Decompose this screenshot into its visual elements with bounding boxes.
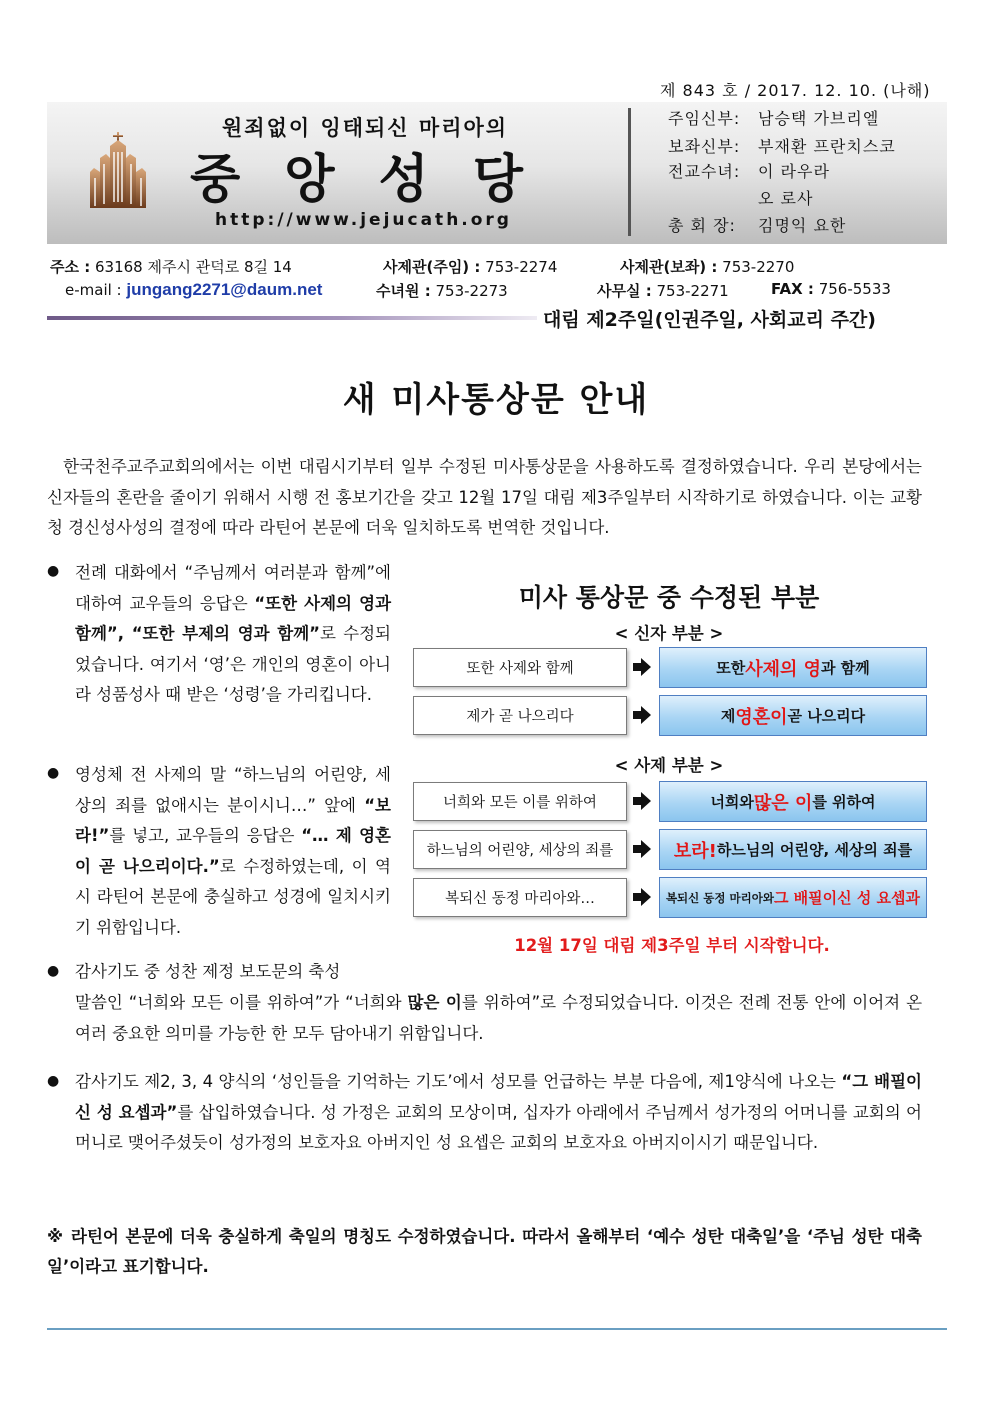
rectory-main: 사제관(주임) : 753-2274 xyxy=(383,258,558,276)
reference-mark: ※ xyxy=(47,1227,64,1246)
issue-info: 제 843 호 / 2017. 12. 10. (나해) xyxy=(660,81,931,100)
header-rule xyxy=(47,316,537,320)
laity-section-header: < 신자 부분 > xyxy=(614,624,724,643)
office-phone: 사무실 : 753-2271 xyxy=(597,282,729,300)
staff-row: 총 회 장: 김명익 요한 xyxy=(668,216,847,235)
liturgical-sunday: 대림 제2주일(인권주일, 사회교리 주간) xyxy=(543,309,876,331)
bullet-icon: ● xyxy=(47,765,60,781)
email-link[interactable]: jungang2271@daum.net xyxy=(126,280,323,299)
bullet-paragraph-start: 감사기도 중 성찬 제정 보도문의 축성 xyxy=(75,962,341,981)
new-text-box: 또한 사제의 영 과 함께 xyxy=(659,647,927,688)
parish-name: 중앙성당 xyxy=(190,150,567,210)
convent-phone: 수녀원 : 753-2273 xyxy=(376,282,508,300)
email-line: e-mail : jungang2271@daum.net xyxy=(65,280,323,299)
arrow-right-icon xyxy=(633,658,651,676)
new-text-box: 복되신 동정 마리아와 그 배필이신 성 요셉과 xyxy=(659,877,927,918)
new-text-box: 너희와 많은 이 를 위하여 xyxy=(659,781,927,822)
rectory-assist: 사제관(보좌) : 753-2270 xyxy=(620,258,795,276)
page-title: 새 미사통상문 안내 xyxy=(342,380,650,420)
bullet-paragraph: 영성체 전 사제의 말 “하느님의 어린양, 세상의 죄를 없애시는 분이시니…” 앞에 “보라!”를 넣고, 교우들의 응답은 “… 제 영혼이 곧 나으리이다.”로 수정하였는데, 이 역시 라틴어 본문에 충실하고 성경에 일치시키기 위함입니다. xyxy=(75,765,391,937)
arrow-right-icon xyxy=(633,888,651,906)
priest-section-header: < 사제 부분 > xyxy=(614,756,724,775)
bullet-paragraph: 말씀인 “너희와 모든 이를 위하여”가 “너희와 많은 이를 위하여”로 수정되었습니다. 이것은 전례 전통 안에 이어져 온 여러 중요한 의미를 가능한 한 모두 담아내기 위함입니다. xyxy=(75,993,923,1043)
old-text-box: 복되신 동정 마리아와… xyxy=(413,878,627,917)
changes-title: 미사 통상문 중 수정된 부분 xyxy=(518,583,820,612)
staff-row: 주임신부: 남승택 가브리엘 xyxy=(668,109,880,128)
fax-number: FAX : 756-5533 xyxy=(771,280,891,298)
arrow-right-icon xyxy=(633,840,651,858)
bullet-paragraph: 전례 대화에서 “주님께서 여러분과 함께”에 대하여 교우들의 응답은 “또한 사제의 영과 함께”, “또한 부제의 영과 함께”로 수정되었습니다. 여기서 ‘영’은 개인의 영혼이 아니라 성품성사 때 받은 ‘성령’을 가리킵니다. xyxy=(75,563,392,704)
new-text-box: 보라! 하느님의 어린양, 세상의 죄를 xyxy=(659,829,927,870)
banner-divider xyxy=(628,108,631,236)
note-paragraph: ※ 라틴어 본문에 더욱 충실하게 축일의 명칭도 수정하였습니다. 따라서 올해부터 ‘예수 성탄 대축일’을 ‘주님 성탄 대축일’이라고 표기합니다. xyxy=(47,1222,922,1282)
banner-subtitle: 원죄없이 잉태되신 마리아의 xyxy=(222,116,509,140)
church-icon xyxy=(88,132,152,210)
address-line: 주소 : 63168 제주시 관덕로 8길 14 xyxy=(50,258,292,276)
new-text-box: 제 영혼이 곧 나으리다 xyxy=(659,695,927,736)
staff-row: 오 로사 xyxy=(758,189,814,208)
bullet-icon: ● xyxy=(47,963,60,979)
old-text-box: 또한 사제와 함께 xyxy=(413,648,627,687)
old-text-box: 제가 곧 나으리다 xyxy=(413,696,627,735)
staff-row: 전교수녀: 이 라우라 xyxy=(668,162,830,181)
intro-paragraph: 한국천주교주교회의에서는 이번 대림시기부터 일부 수정된 미사통상문을 사용하도록 결정하였습니다. 우리 본당에서는 신자들의 혼란을 줄이기 위해서 시행 전 홍보기간을 갖고 12월 17일 대림 제3주일부터 시작하기로 하였습니다. 이는 교황청 경신성사성의 결정에 따라 라틴어 본문에 더욱 일치하도록 번역한 것입니다. xyxy=(47,457,922,537)
footer-rule xyxy=(47,1328,947,1330)
bullet-icon: ● xyxy=(47,563,60,579)
arrow-right-icon xyxy=(633,792,651,810)
parish-website[interactable]: http://www.jejucath.org xyxy=(215,210,512,230)
staff-row: 보좌신부: 부재환 프란치스코 xyxy=(668,137,896,156)
arrow-right-icon xyxy=(633,706,651,724)
old-text-box: 너희와 모든 이를 위하여 xyxy=(413,782,627,821)
start-date-notice: 12월 17일 대림 제3주일 부터 시작합니다. xyxy=(514,936,830,955)
old-text-box: 하느님의 어린양, 세상의 죄를 xyxy=(413,830,627,869)
bullet-icon: ● xyxy=(47,1073,60,1089)
bullet-paragraph: 감사기도 제2, 3, 4 양식의 ‘성인들을 기억하는 기도’에서 성모를 언급하는 부분 다음에, 제1양식에 나오는 “그 배필이신 성 요셉과”를 삽입하였습니다. 성 가정은 교회의 모상이며, 십자가 아래에서 주님께서 성가정의 어머니를 교회의 어머니로 맺어주셨듯이 성가정의 보호자요 아버지인 성 요셉은 교회의 보호자요 아버지이시기 때문입니다. xyxy=(75,1072,922,1152)
